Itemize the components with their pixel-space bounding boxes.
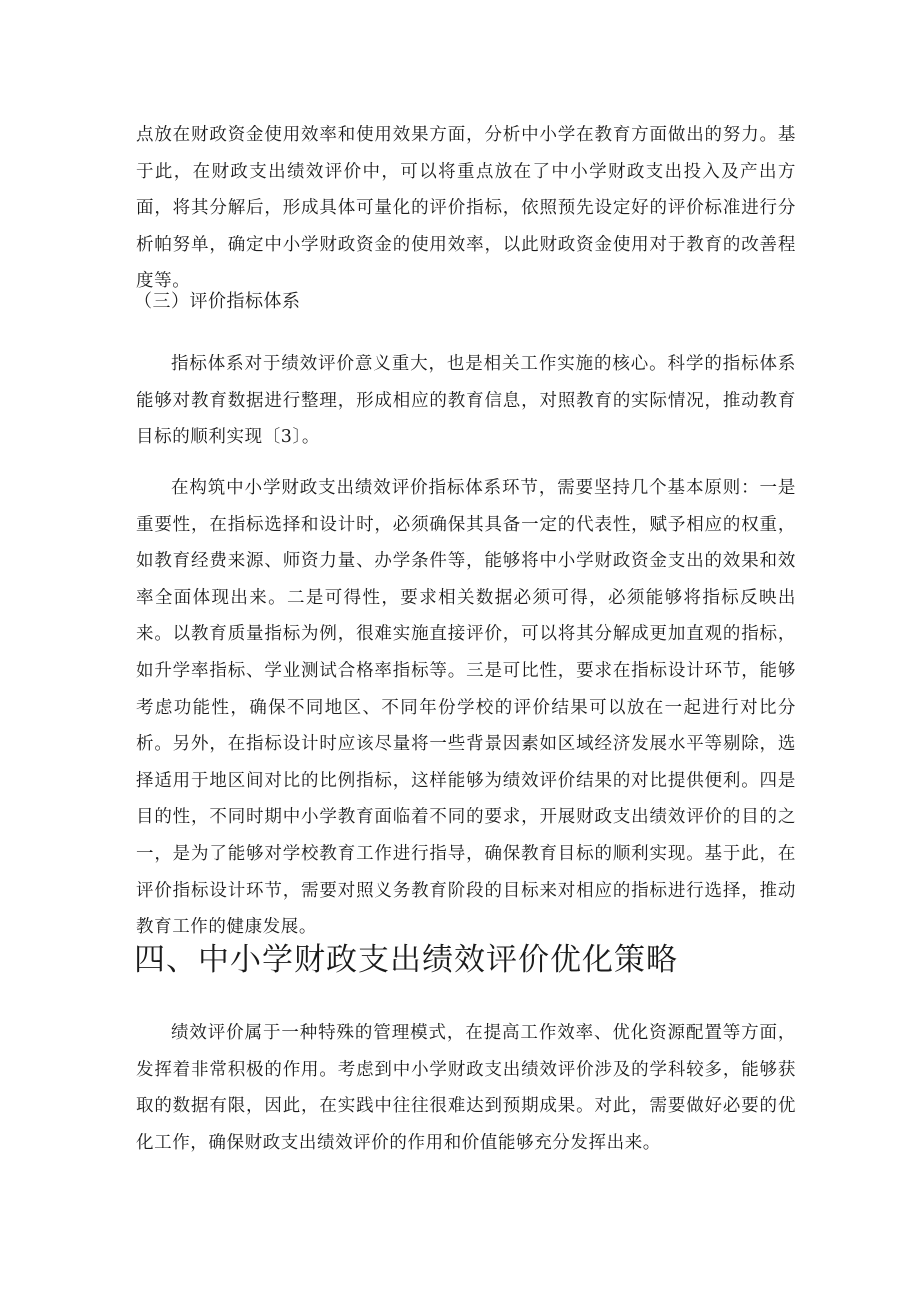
section-heading-optimization-strategy: 四、中小学财政支出绩效评价优化策略 [134, 942, 678, 978]
paragraph-index-system: 指标体系对于绩效评价意义重大，也是相关工作实施的核心。科学的指标体系能够对教育数据进行整理，形成相应的教育信息，对照教育的实际情况，推动教育目标的顺利实现〔3〕。 [136, 354, 796, 448]
paragraph-intro: 点放在财政资金使用效率和使用效果方面，分析中小学在教育方面做出的努力。基于此，在财政支出绩效评价中，可以将重点放在了中小学财政支出投入及产出方面，将其分解后，形成具体可量化的评价指标，依照预先设定好的评价标准进行分析帕努单，确定中小学财政资金的使用效率，以此财政资金使用对于教育的改善程度等。 [136, 125, 796, 292]
subheading-evaluation-index-system: （三）评价指标体系 [134, 291, 301, 312]
paragraph-strategy: 绩效评价属于一种特殊的管理模式，在提高工作效率、优化资源配置等方面，发挥着非常积极的作用。考虑到中小学财政支出绩效评价涉及的学科较多，能够获取的数据有限，因此，在实践中往往很难达到预期成果。对此，需要做好必要的优化工作，确保财政支出绩效评价的作用和价值能够充分发挥出来。 [136, 1023, 796, 1153]
paragraph-principles: 在构筑中小学财政支出绩效评价指标体系环节，需要坚持几个基本原则：一是重要性，在指标选择和设计时，必须确保其具备一定的代表性，赋予相应的权重，如教育经费来源、师资力量、办学条件等，能够将中小学财政资金支出的效果和效率全面体现出来。二是可得性，要求相关数据必须可得，必须能够将指标反映出来。以教育质量指标为例，很难实施直接评价，可以将其分解成更加直观的指标，如升学率指标、学业测试合格率指标等。三是可比性，要求在指标设计环节，能够考虑功能性，确保不同地区、不同年份学校的评价结果可以放在一起进行对比分析。另外，在指标设计时应该尽量将一些背景因素如区域经济发展水平等剔除，选择适用于地区间对比的比例指标，这样能够为绩效评价结果的对比提供便利。四是目的性，不同时期中小学教育面临着不同的要求，开展财政支出绩效评价的目的之一，是为了能够对学校教育工作进行指导，确保教育目标的顺利实现。基于此，在评价指标设计环节，需要对照义务教育阶段的目标来对相应的指标进行选择，推动教育工作的健康发展。 [136, 478, 796, 938]
